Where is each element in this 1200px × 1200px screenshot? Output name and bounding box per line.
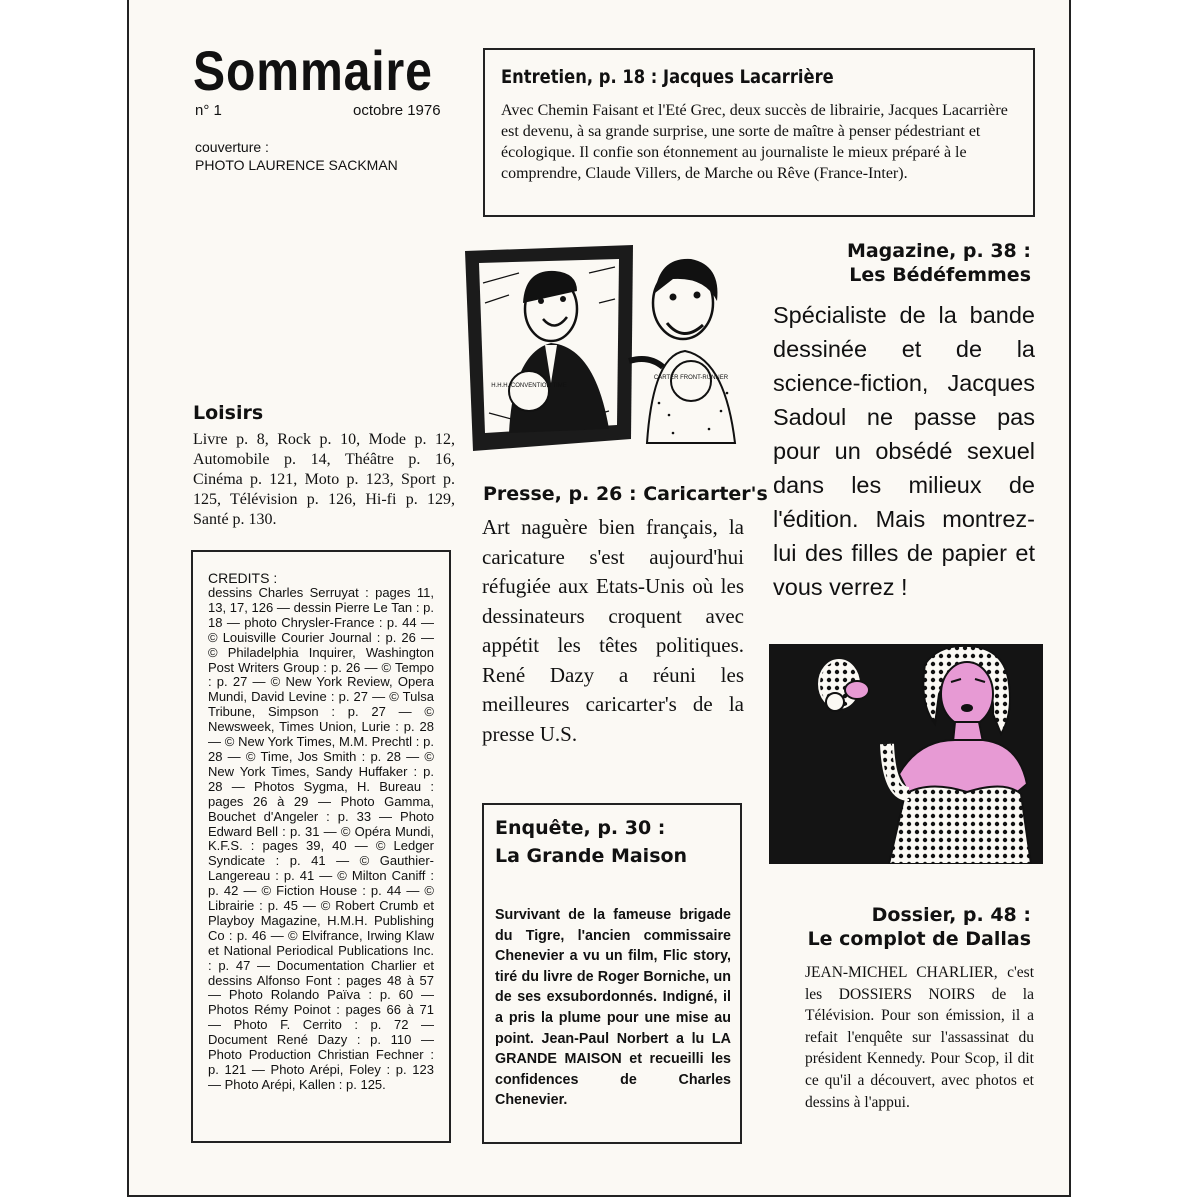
entretien-box — [483, 48, 1035, 217]
credits-heading: CREDITS : — [208, 570, 278, 586]
magazine-page — [127, 0, 1071, 1197]
loisirs-body: Livre p. 8, Rock p. 10, Mode p. 12, Automobile p. 14, Théâtre p. 16, Cinéma p. 121, Moto p. 123, Sport p. 125, Télévision p. 126, Hi-fi p. 129, Santé p. 130. — [193, 431, 455, 528]
page-title: Sommaire — [193, 39, 433, 102]
credits-box — [191, 550, 451, 1143]
magazine-heading-line2: Les Bédéfemmes — [849, 264, 1031, 286]
entretien-heading: Entretien, p. 18 : Jacques Lacarrière — [501, 66, 834, 88]
dossier-body: JEAN-MICHEL CHARLIER, c'est les DOSSIERS NOIRS de la Télévision. Pour son émission, il a refait l'enquête sur l'assassinat du président Kennedy. Pour Scop, il dit ce qu'il a découvert, avec photos et dessins à l'appui. — [805, 964, 1034, 1111]
caricature-sign-left: H.H.H. CONVENTION TIME — [491, 383, 567, 389]
presse-body: Art naguère bien français, la caricature s'est aujourd'hui réfugiée aux Etats-Unis où les dessinateurs croquent avec appétit les têtes politiques. René Dazy a réuni les meilleures caricarter's de la presse U.S. — [482, 515, 744, 746]
pinup-comic-illustration — [769, 644, 1043, 864]
cover-label: couverture : — [195, 139, 269, 155]
entretien-body: Avec Chemin Faisant et l'Eté Grec, deux succès de librairie, Jacques Lacarrière est devenu, à sa grande surprise, une sorte de maître à penser pédestriant et écologique. Il confie son étonnement au journaliste le mieux préparé à le comprendre, Claude Villers, de Marche ou Rêve (France-Inter). — [501, 102, 1008, 182]
caricature-sign-right: CARTER FRONT-RUNNER — [653, 375, 729, 381]
dossier-heading-line1: Dossier, p. 48 : — [871, 904, 1031, 926]
caricature-illustration — [459, 243, 741, 453]
issue-date: octobre 1976 — [353, 102, 441, 119]
enquete-box — [482, 803, 742, 1144]
enquete-heading-line2: La Grande Maison — [495, 845, 688, 867]
dossier-heading-line2: Le complot de Dallas — [807, 928, 1031, 950]
issue-number: n° 1 — [195, 102, 222, 119]
credits-body: dessins Charles Serruyat : pages 11, 13, 17, 126 — dessin Pierre Le Tan : p. 18 — photo Chrysler-France : p. 44 — © Louisville Courier Journal : p. 26 — © Philadelphia Inquirer, Washington Post Writers Group : p. 26 — © Tempo : p. 27 — © New York Review, Opera Mundi, David Levine : p. 27 — © Tulsa Tribune, Simpson : p. 27 — © Newsweek, Times Union, Lurie : p. 28 — © New York Times, M.M. Prechtl : p. 28 — © Time, Jos Smith : p. 28 — © New York Times, Sandy Huffaker : p. 28 — Photos Sygma, H. Bureau : pages 26 à 29 — Photo Gamma, Bouchet d'Angeler : p. 33 — Photo Edward Bell : p. 31 — © Opéra Mundi, K.F.S. : pages 39, 40 — © Ledger Syndicate : p. 41 — © Gauthier-Langereau : p. 41 — © Milton Caniff : p. 42 — © Fiction House : p. 44 — © Librairie : p. 45 — © Robert Crumb et Playboy Magazine, H.M.H. Publishing Co : p. 46 — © Elvifrance, Irwing Klaw et National Periodical Publications Inc. : p. 47 — Documentation Charlier et dessins Alfonso Font : pages 48 à 57 — Photo Rolando Païva : p. 60 — Photos Rémy Poinot : pages 66 à 71 — Photo F. Cerrito : p. 72 — Document René Dazy : p. 110 — Photo Production Christian Fechner : p. 121 — Photo Arépi, Foley : p. 123 — Photo Arépi, Kallen : p. 125. — [208, 585, 434, 1092]
cover-credit: PHOTO LAURENCE SACKMAN — [195, 157, 398, 173]
enquete-body: Survivant de la fameuse brigade du Tigre, l'ancien commissaire Chenevier a vu un film, Flic story, tiré du livre de Roger Borniche, un de ses exsubordonnés. Indigné, il a pris la plume pour une mise au point. Jean-Paul Norbert a lu LA GRANDE MAISON et recueilli les confidences de Charles Chenevier. — [495, 907, 731, 1109]
enquete-heading-line1: Enquête, p. 30 : — [495, 817, 666, 839]
loisirs-heading: Loisirs — [193, 402, 264, 424]
magazine-body: Spécialiste de la bande dessinée et de la science-fiction, Jacques Sadoul ne passe pas pour un obsédé sexuel dans les milieux de l'édition. Mais montrez-lui des filles de papier et vous verrez ! — [773, 302, 1035, 600]
magazine-heading-line1: Magazine, p. 38 : — [846, 240, 1031, 262]
presse-heading: Presse, p. 26 : Caricarter's — [483, 483, 768, 505]
